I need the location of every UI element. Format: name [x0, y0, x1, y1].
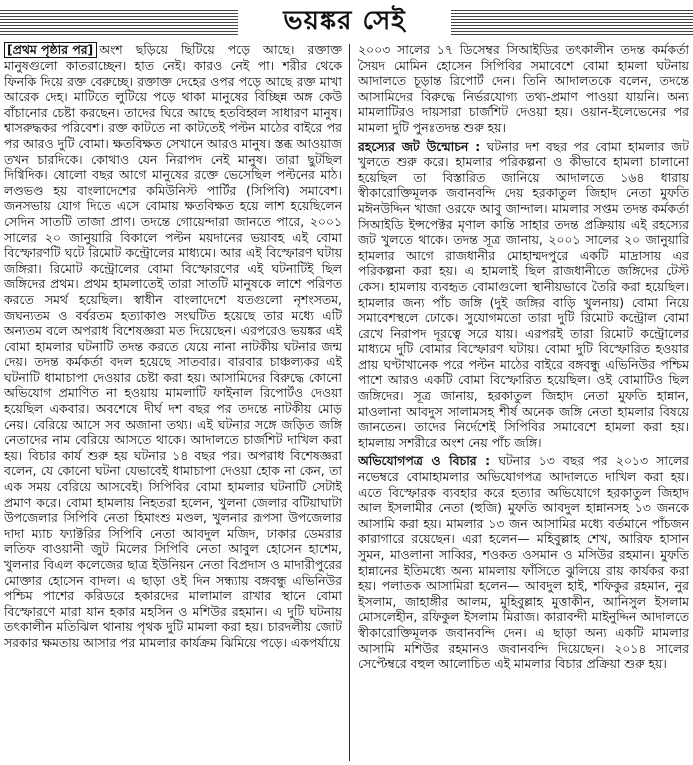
section-charge-text: ঘটনার ১৩ বছর পর ২০১৩ সালের নভেম্বরে বোমাহামলার অভিযোগপত্র আদালতে দাখিল করা হয়। এতে বিস্ফোরক ব্যবহার করে হত্যার অভিযোগে হরকাতুল জিহাদ আল ইসলামীর নেতা (হুজি) মুফতি আবদুল হান্নানসহ ১৩ জনকে আসামি করা হয়। মামলার ১৩ জন আসামির মধ্যে বর্তমানে পাঁচজন কারাগারে রয়েছেন। এরা হলেন— মহিবুল্লাহ শেখ, আরিফ হাসান সুমন, মাওলানা সাব্বির, শওকত ওসমান ও মসিউর রহমান। মুফতি হান্নানের ইতিমধ্যে অন্য মামলায় ফাঁসিতে ঝুলিয়ে রায় কার্যকর করা হয়। পলাতক আসামিরা হলেন— আবদুল হাই, শফিকুর রহমান, নুর ইসলাম, জাহাঙ্গীর আলম, মুহিবুল্লাহ মুত্তাকীন, আনিসুল ইসলাম মোসলেহীন, রফিকুল ইসলাম মিরাজ। কারাবন্দী মাইনুদ্দিন আদালতে স্বীকারোক্তিমূলক জবানবন্দি দেন। এ ছাড়া অন্য একটি মামলার আসামি মশিউর রহমানও জবানবন্দি দিয়েছেন। ২০১৪ সালের সেপ্টেম্বরে বহুল আলোচিত এই মামলার বিচার প্রক্রিয়া শুরু হয়। — [358, 453, 689, 672]
continued-from-label: [প্রথম পৃষ্ঠার পর] — [4, 42, 97, 58]
section-mystery-heading: রহস্যের জট উন্মোচন : — [358, 138, 481, 154]
left-column-body — [4, 42, 342, 651]
section-mystery-text: ঘটনার দশ বছর পর বোমা হামলার জট খুলতে শুরু করে। হামলার পরিকল্পনা ও কীভাবে হামলা চালানো হয়েছিল তা বিস্তারিত জানিয়ে আদালতে ১৬৪ ধারায় স্বীকারোক্তিমূলক জবানবন্দি দেয় হরকাতুল জিহাদ নেতা মুফতি মঈনউদ্দিন খাজা ওরফে আবু জান্দাল। মামলার সপ্তম তদন্ত কর্মকর্তা সিআইডি ইন্সপেক্টর মৃণাল কান্তি সাহার তদন্ত প্রক্রিয়ায় এই রহস্যের জট খুলতে থাকে। তদন্ত সূত্র জানায়, ২০০১ সালের ২০ জানুয়ারি হামলার আগে রাজধানীর মোহাম্মদপুরে একটি মাদ্রাসায় এর পরিকল্পনা করা হয়। এ হামলাই ছিল রাজধানীতে জঙ্গিদের টেস্ট কেস। হামলায় ব্যবহৃত বোমাগুলো স্থানীয়ভাবে তৈরি করা হয়েছিল। হামলার জন্য পাঁচ জঙ্গি (দুই জঙ্গির বাড়ি খুলনায়) বোমা নিয়ে সমাবেশস্থলে ঢোকে। সুযোগমতো তারা দুটি রিমোট কন্ট্রোল বোমা রেখে নিরাপদ দূরত্বে সরে যায়। এরপরই তারা রিমোট কন্ট্রোলের মাধ্যমে দুটি বোমার বিস্ফোরণ ঘটায়। বোমা দুটি বিস্ফোরিত হওয়ার প্রায় ঘণ্টাখানেক পরে পল্টন মাঠের বাইরে বঙ্গবন্ধু এভিনিউর পশ্চিম পাশে আরও একটি বোমা বিস্ফোরিত হয়েছিল। ওই বোমাটিও ছিল জঙ্গিদের। সূত্র জানায়, হরকাতুল জিহাদ নেতা মুফতি হান্নান, মাওলানা আবদুস সালামসহ শীর্ষ অনেক জঙ্গি নেতা হামলার বিষয়ে জানতেন। তাদের নির্দেশেই সিপিবির সমাবেশে হামলা করা হয়। হামলায় সশরীরে অংশ নেয় পাঁচ জঙ্গি। — [358, 138, 689, 450]
header-rule-right — [451, 9, 693, 35]
section-mystery-paragraph — [358, 139, 689, 451]
section-charge-paragraph — [358, 453, 689, 671]
left-column — [4, 42, 342, 763]
section-charge-heading: অভিযোগপত্র ও বিচার : — [358, 453, 491, 469]
right-intro-paragraph: ২০০৩ সালের ১৭ ডিসেম্বর সিআইডির তৎকালীন তদন্ত কর্মকর্তা সৈয়দ মোমিন হোসেন সিপিবির সমাবেশে বোমা হামলা ঘটনায় আদালতে চূড়ান্ত রিপোর্ট দেন। তিনি আদালতকে বলেন, তদন্তে আসামিদের বিরুদ্ধে নির্ভরযোগ্য তথ্য-প্রমাণ পাওয়া যায়নি। অন্য মামলাটিরও দায়সারা চার্জশিট দেওয়া হয়। ওয়ান-ইলেভেনের পর মামলা দুটি পুনঃতদন্ত শুরু হয়। — [358, 42, 689, 135]
column-divider — [349, 44, 350, 761]
right-column — [358, 42, 689, 763]
headline: ভয়ঙ্কর সেই — [283, 6, 406, 36]
header-rule-left — [0, 9, 238, 35]
left-body-text: অংশ ছড়িয়ে ছিটিয়ে পড়ে আছে। রক্তাক্ত মানুষগুলো কাতরাচ্ছেন। হাত নেই। কারও নেই পা। শরীর থেকে ফিনকি দিয়ে রক্ত বেরুচ্ছে। রক্তাক্ত দেহের ওপর পড়ে আছে রক্ত মাখা আরেক দেহ। মাটিতে লুটিয়ে পড়ে থাকা মানুষের বিচ্ছিন্ন অঙ্গ কেউ বাঁচানোর চেষ্টা করছেন। তাদের ঘিরে আছে হতবিহ্বল সাধারণ মানুষ। শ্বাসরুদ্ধকর পরিবেশ। রক্ত কাটতে না কাটতেই পল্টন মাঠের বাইরে পর পর আরও দুটি বোমা। ক্ষতবিক্ষত সেখানে আরও মানুষ। স্তব্ধ আওয়াজ তখন চারদিকে। কোথাও যেন নিরাপদ নেই মানুষ। তারা ছুটছিল দিগ্বিদিক। ষোলো বছর আগে মানুষের রক্তে ভেসেছিল পল্টনের মাঠ। লণ্ডভণ্ড হয় বাংলাদেশের কমিউনিস্ট পার্টির (সিপিবি) সমাবেশ। জনসভায় যোগ দিতে এসে বোমায় ক্ষতবিক্ষত হয়ে লাশ হয়েছিলেন সেদিন সাতটি তাজা প্রাণ। তদন্তে গোয়েন্দারা জানতে পারে, ২০০১ সালের ২০ জানুয়ারি বিকালে পল্টন ময়দানের ভয়াবহ এই বোমা বিস্ফোরণটি ঘটে রিমোট কন্ট্রোলের মাধ্যমে। আর এই বিস্ফোরণ ঘটায় জঙ্গিরা। রিমোট কন্ট্রোলের বোমা বিস্ফোরণের এই ঘটনাটিই ছিল জঙ্গিদের প্রথম। প্রথম হামলাতেই তারা সাতটি মানুষকে লাশে পরিণত করতে সমর্থ হয়েছিল। স্বাধীন বাংলাদেশে যতগুলো নৃশংসতম, জঘন্যতম ও বর্বরতম হত্যাকাণ্ড সংঘটিত হয়েছে তার মধ্যে এটি অন্যতম বলে অপরাধ বিশেষজ্ঞরা মত দিয়েছেন। এরপরেও ভয়ঙ্কর এই বোমা হামলার ঘটনাটি তদন্ত করতে যেয়ে নানা নাটকীয় ঘটনার জন্ম দেয়। তদন্ত কর্মকর্তা বদল হয়েছে সাতবার। বারবার চাঞ্চল্যকর এই ঘটনাটি ধামাচাপা দেওয়ার চেষ্টা করা হয়। আসামিদের বিরুদ্ধে কোনো অভিযোগ প্রমাণিত না হওয়ায় মামলাটি ফাইনাল রিপোর্টও দেওয়া হয়েছিল একবার। অবশেষে দীর্ঘ দশ বছর পর তদন্তে নাটকীয় মোড় নেয়। বেরিয়ে আসে সব অজানা তথ্য। এই ঘটনার সঙ্গে জড়িত জঙ্গি নেতাদের নাম বেরিয়ে আসতে থাকে। আদালতে চার্জশিট দাখিল করা হয়। বিচার কার্য শুরু হয় ঘটনার ১৪ বছর পর। অপরাধ বিশেষজ্ঞরা বলেন, যে কোনো ঘটনা যেভাবেই ধামাচাপা দেওয়া হোক না কেন, তা এক সময় বেরিয়ে আসবেই। সিপিবির বোমা হামলার ঘটনাটি সেটাই প্রমাণ করে। বোমা হামলায় নিহতরা হলেন, খুলনা জেলার বটিয়াঘাটা উপজেলার সিপিবি নেতা হিমাংশু মণ্ডল, খুলনার রূপসা উপজেলার দাদা ম্যাচ ফ্যাক্টরির সিপিবি নেতা আবদুল মজিদ, ঢাকার ডেমরার লতিফ বাওয়ানী জুট মিলের সিপিবি নেতা আবুল হোসেন হাশেম, খুলনার বিএল কলেজের ছাত্র ইউনিয়ন নেতা বিপ্রদাস ও মাদারীপুরের মোক্তার হোসেন বাদল। এ ছাড়া ওই দিন সন্ধ্যায় বঙ্গবন্ধু এভিনিউর পশ্চিম পাশের করিডরে হকারদের মালামাল রাখার স্থানে বোমা বিস্ফোরণে মারা যান হকার মহসিন ও মশিউর রহমান। এ দুটি ঘটনায় তৎকালীন মতিঝিল থানায় পৃথক দুটি মামলা করা হয়। চারদলীয় জোট সরকার ক্ষমতায় আসার পর মামলার কার্যক্রম ঝিমিয়ে পড়ে। একপর্যায়ে — [4, 42, 342, 650]
